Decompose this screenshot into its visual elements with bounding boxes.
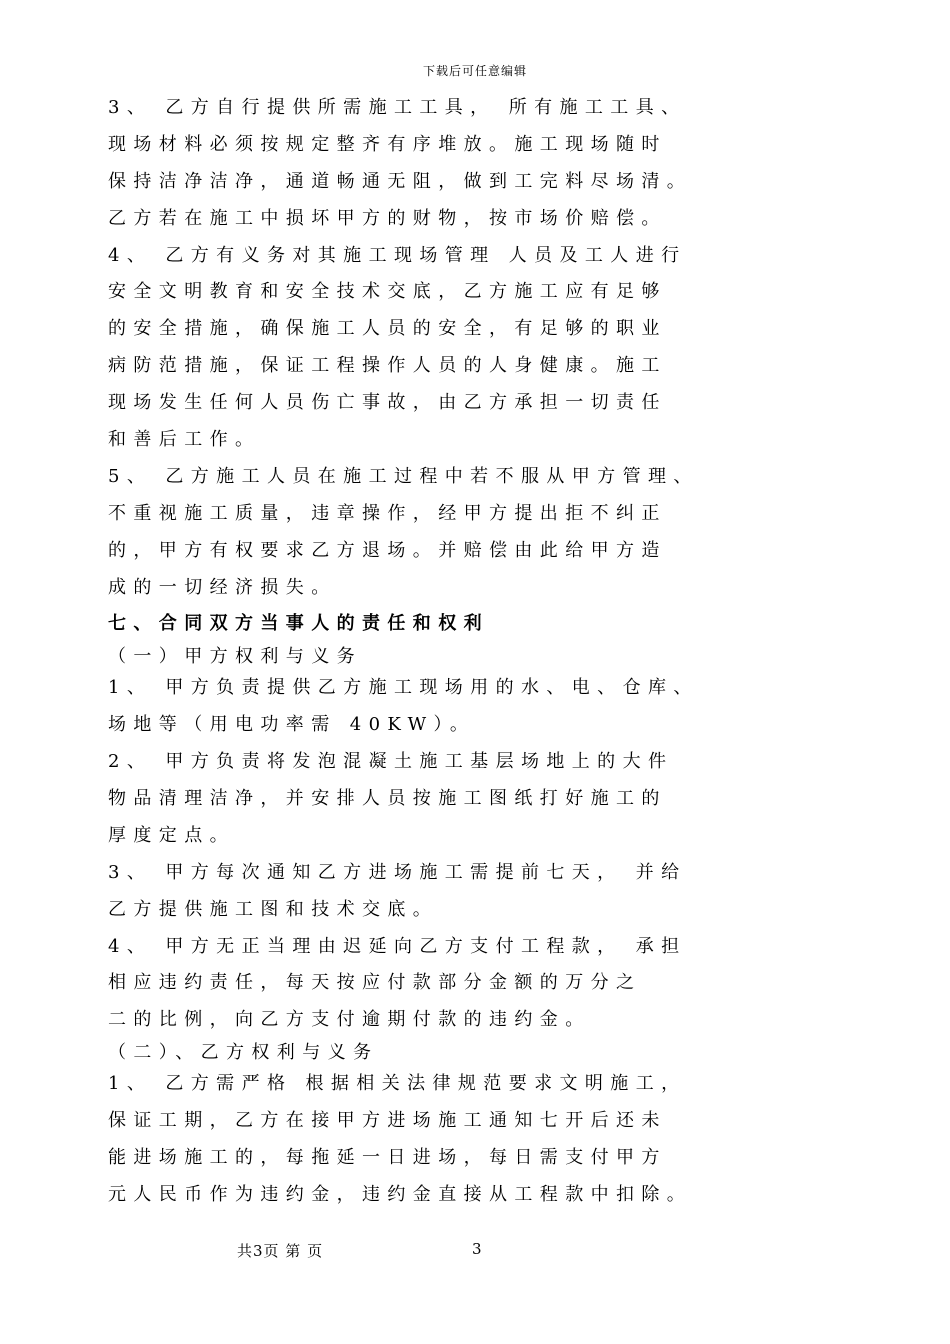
paragraph-line: 二的比例，向乙方支付逾期付款的违约金。 (108, 1009, 591, 1031)
paragraph-line: 5、 乙方施工人员在施工过程中若不服从甲方管理、 (108, 465, 699, 487)
paragraph-line: 3、 甲方每次通知乙方进场施工需提前七天， 并给 (108, 861, 687, 883)
page-number: 3 (472, 1240, 482, 1258)
paragraph-line: 病防范措施，保证工程操作人员的人身健康。施工 (108, 355, 667, 377)
paragraph-line: 保证工期，乙方在接甲方进场施工通知七开后还未 (108, 1110, 667, 1132)
paragraph-line: 现场发生任何人员伤亡事故，由乙方承担一切责任 (108, 392, 667, 414)
page-count: 共3页 第 页 (237, 1242, 324, 1260)
paragraph-line: 能进场施工的，每拖延一日进场，每日需支付甲方 (108, 1147, 667, 1169)
paragraph-line: 相应违约责任，每天按应付款部分金额的万分之 (108, 972, 642, 994)
subsection-heading: （一）甲方权利与义务 (108, 646, 362, 668)
paragraph-line: 不重视施工质量，违章操作，经甲方提出拒不纠正 (108, 502, 667, 524)
paragraph-line: 2、 甲方负责将发泡混凝土施工基层场地上的大件 (108, 751, 674, 773)
subsection-heading: （二）、乙方权利与义务 (108, 1042, 379, 1064)
paragraph-line: 4、 甲方无正当理由迟延向乙方支付工程款， 承担 (108, 935, 687, 957)
paragraph-line: 成的一切经济损失。 (108, 576, 337, 598)
document-body (108, 90, 878, 1214)
paragraph-line: 4、 乙方有义务对其施工现场管理 人员及工人进行 (108, 244, 687, 266)
paragraph-line: 的，甲方有权要求乙方退场。并赔偿由此给甲方造 (108, 539, 667, 561)
paragraph-line: 物品清理洁净，并安排人员按施工图纸打好施工的 (108, 788, 667, 810)
paragraph-line: 1、 甲方负责提供乙方施工现场用的水、电、仓库、 (108, 677, 699, 699)
paragraph-line: 3、 乙方自行提供所需施工工具， 所有施工工具、 (108, 97, 687, 118)
paragraph-line: 保持洁净洁净，通道畅通无阻，做到工完料尽场清。 (108, 170, 693, 192)
page-header: 下载后可任意编辑 (422, 64, 527, 78)
paragraph-line: 现场材料必须按规定整齐有序堆放。施工现场随时 (108, 133, 667, 155)
section-heading: 七、合同双方当事人的责任和权利 (108, 613, 489, 635)
paragraph-line: 厚度定点。 (108, 824, 235, 846)
paragraph-line: 乙方提供施工图和技术交底。 (108, 898, 439, 920)
paragraph-line: 1、 乙方需严格 根据相关法律规范要求文明施工， (108, 1073, 687, 1095)
paragraph-line: 元人民币作为违约金，违约金直接从工程款中扣除。 (108, 1183, 693, 1205)
paragraph-line: 场地等（用电功率需 40KW）。 (108, 714, 476, 736)
paragraph-line: 乙方若在施工中损坏甲方的财物，按市场价赔偿。 (108, 207, 667, 229)
paragraph-line: 安全文明教育和安全技术交底，乙方施工应有足够 (108, 281, 667, 303)
paragraph-line: 和善后工作。 (108, 429, 261, 451)
page-footer (0, 1240, 950, 1260)
paragraph-line: 的安全措施，确保施工人员的安全，有足够的职业 (108, 318, 667, 340)
